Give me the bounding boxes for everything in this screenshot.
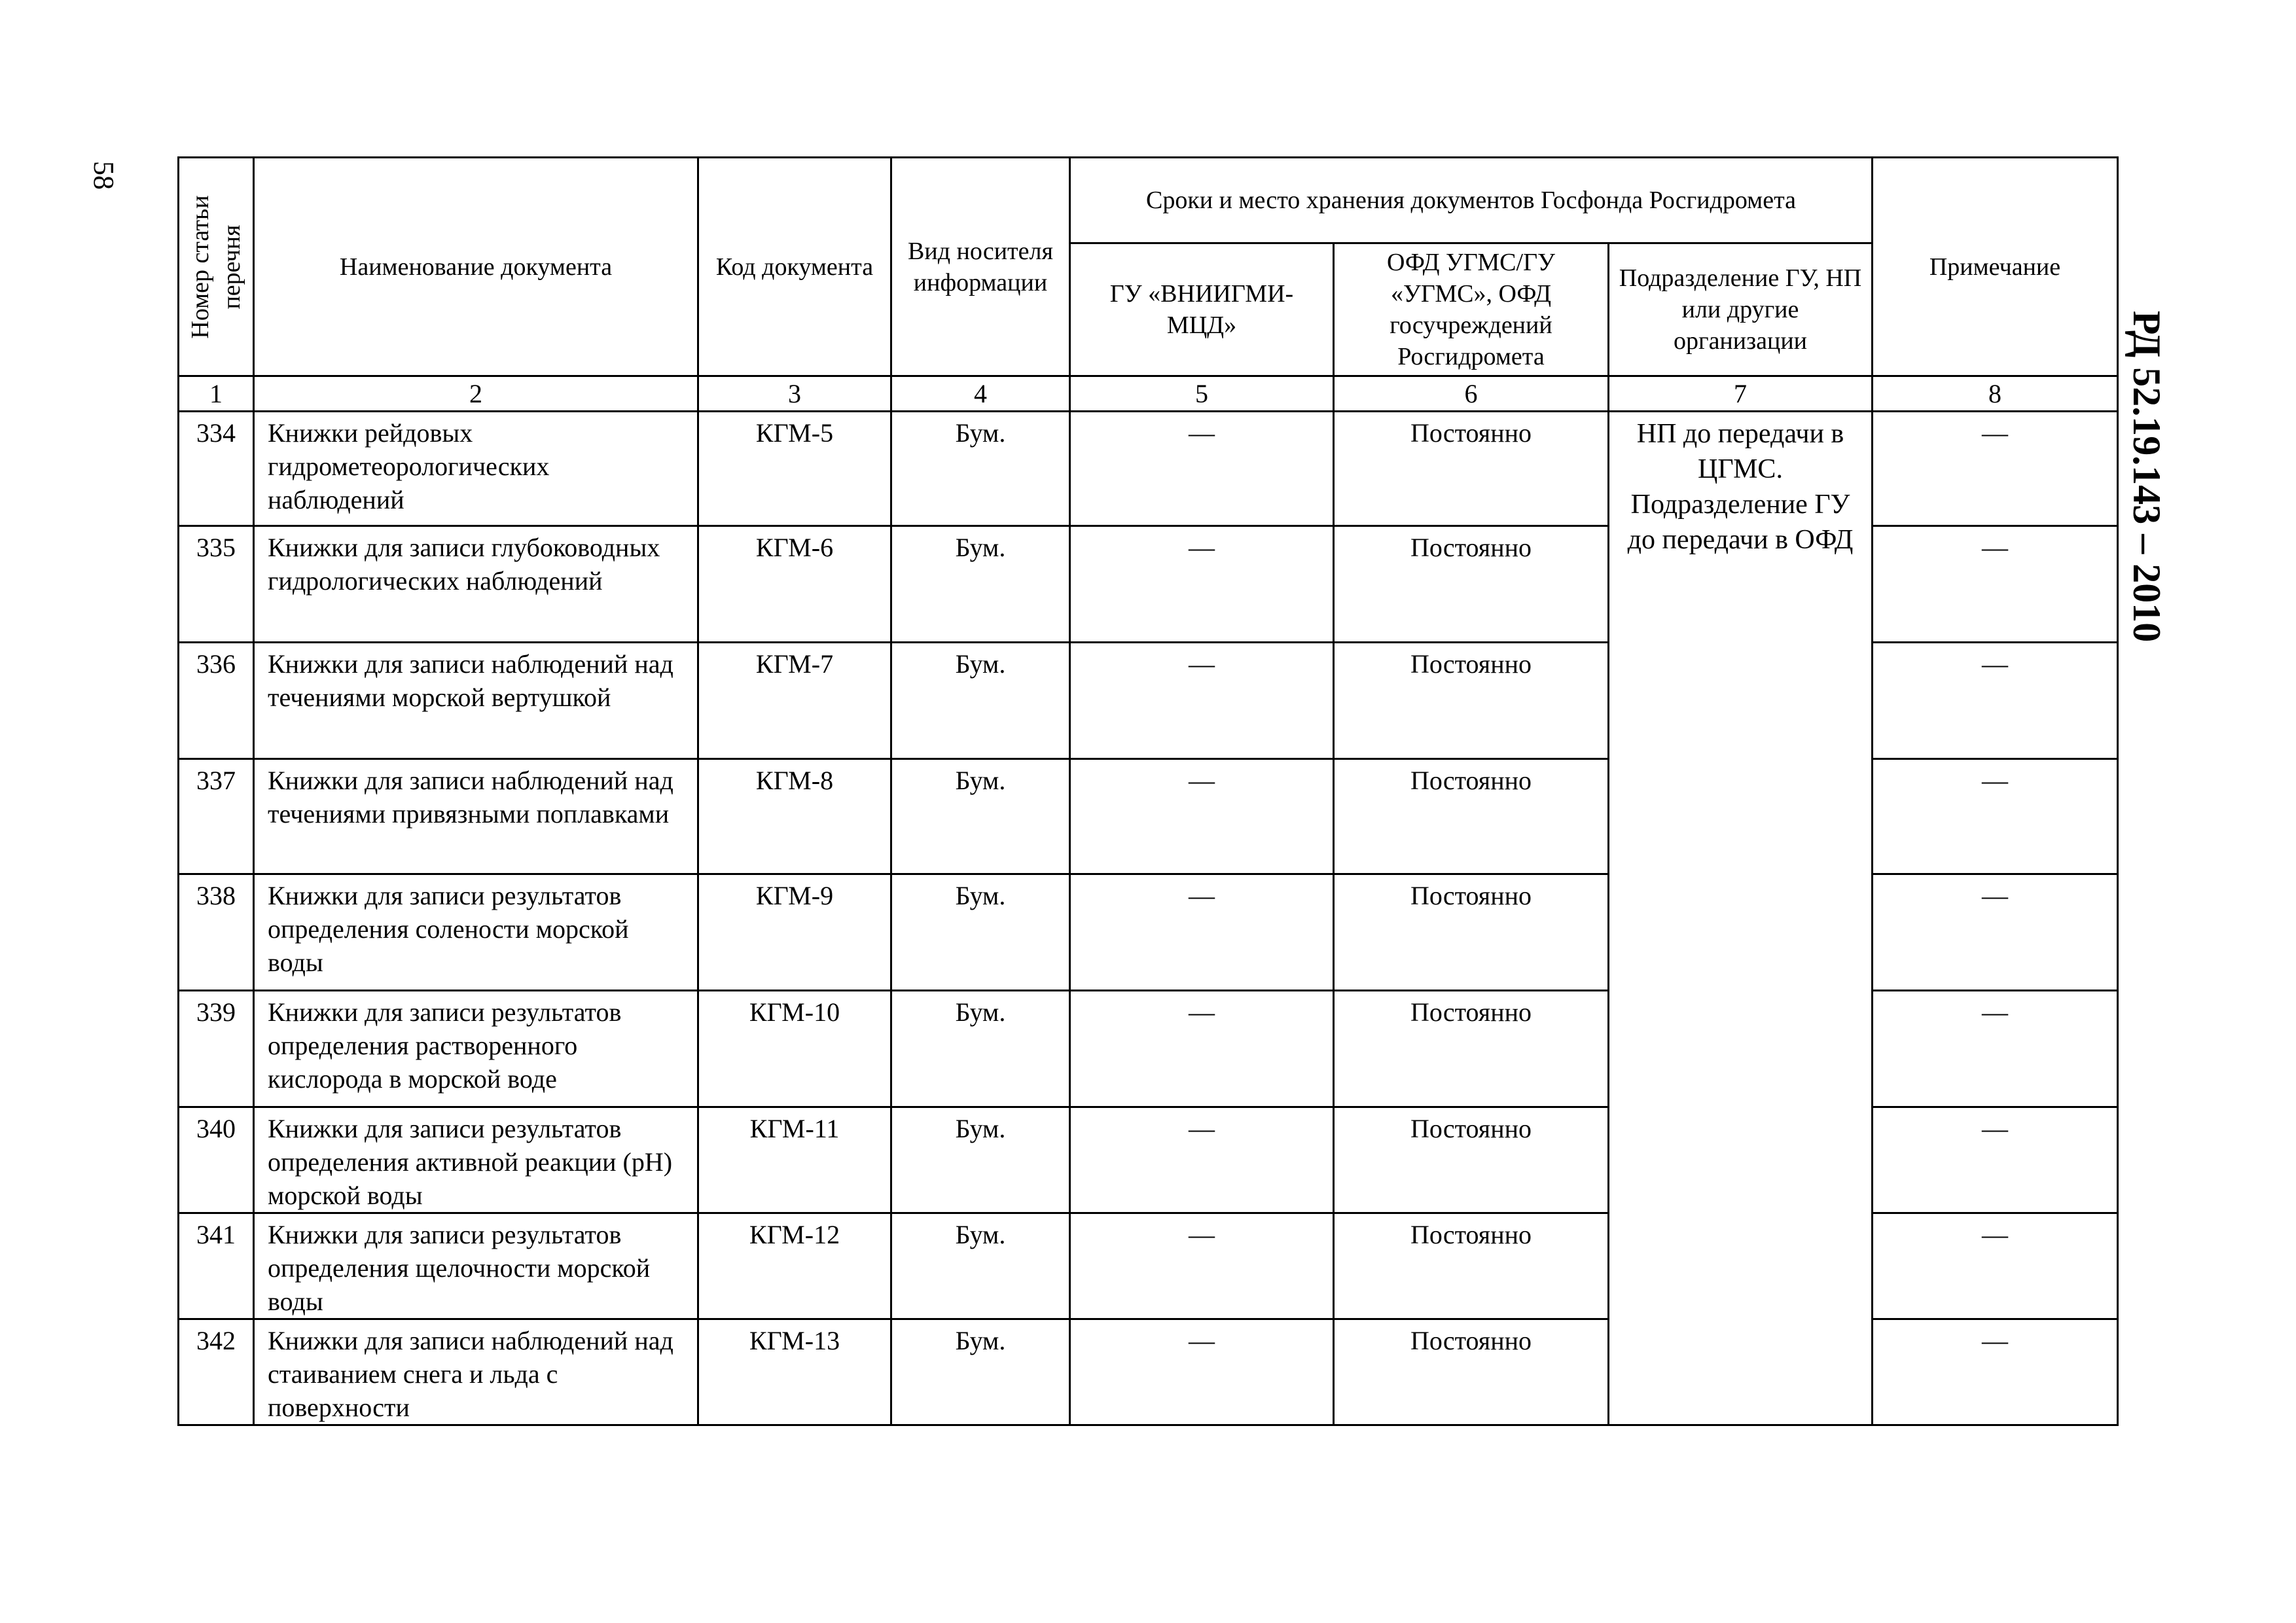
ofd-value: Постоянно xyxy=(1334,759,1609,874)
document-code: КГМ-11 xyxy=(698,1107,891,1213)
header-document-name: Наименование документа xyxy=(254,158,698,376)
document-code: КГМ-13 xyxy=(698,1319,891,1425)
column-number: 6 xyxy=(1334,376,1609,412)
header-ofd: ОФД УГМС/ГУ «УГМС», ОФД госучреждений Росгидромета xyxy=(1334,243,1609,376)
media-type: Бум. xyxy=(891,526,1070,643)
ofd-value: Постоянно xyxy=(1334,1213,1609,1319)
ofd-value: Постоянно xyxy=(1334,1107,1609,1213)
note-value: — xyxy=(1873,991,2118,1107)
header-media-type: Вид носителя информации xyxy=(891,158,1070,376)
document-name: Книжки для записи результатов определения растворенного кислорода в морской воде xyxy=(254,991,698,1107)
document-code: КГМ-12 xyxy=(698,1213,891,1319)
document-code: КГМ-5 xyxy=(698,412,891,526)
document-code: КГМ-8 xyxy=(698,759,891,874)
vniigmi-value: — xyxy=(1070,1213,1334,1319)
vniigmi-value: — xyxy=(1070,526,1334,643)
item-number: 337 xyxy=(179,759,254,874)
column-number: 1 xyxy=(179,376,254,412)
column-number: 2 xyxy=(254,376,698,412)
header-storage-group: Сроки и место хранения документов Госфонда Росгидромета xyxy=(1070,158,1873,243)
ofd-value: Постоянно xyxy=(1334,874,1609,991)
item-number: 339 xyxy=(179,991,254,1107)
document-code: КГМ-6 xyxy=(698,526,891,643)
vniigmi-value: — xyxy=(1070,412,1334,526)
item-number: 336 xyxy=(179,643,254,759)
header-vniigmi: ГУ «ВНИИГМИ-МЦД» xyxy=(1070,243,1334,376)
ofd-value: Постоянно xyxy=(1334,1319,1609,1425)
vniigmi-value: — xyxy=(1070,1107,1334,1213)
document-designation: РД 52.19.143 – 2010 xyxy=(2125,310,2168,643)
vniigmi-value: — xyxy=(1070,1319,1334,1425)
media-type: Бум. xyxy=(891,643,1070,759)
column-number: 4 xyxy=(891,376,1070,412)
item-number: 342 xyxy=(179,1319,254,1425)
document-name: Книжки рейдовых гидрометеорологических наблюдений xyxy=(254,412,698,526)
vniigmi-value: — xyxy=(1070,759,1334,874)
note-value: — xyxy=(1873,1213,2118,1319)
media-type: Бум. xyxy=(891,874,1070,991)
note-value: — xyxy=(1873,874,2118,991)
header-row xyxy=(179,158,2118,243)
header-item-number xyxy=(179,158,254,376)
column-number: 3 xyxy=(698,376,891,412)
item-number: 340 xyxy=(179,1107,254,1213)
note-value: — xyxy=(1873,1319,2118,1425)
media-type: Бум. xyxy=(891,1319,1070,1425)
records-table xyxy=(177,156,2119,1426)
document-name: Книжки для записи наблюдений над стаиванием снега и льда с поверхности xyxy=(254,1319,698,1425)
column-number: 5 xyxy=(1070,376,1334,412)
header-item-number-text: Номер статьи перечня xyxy=(187,194,245,339)
document-name: Книжки для записи результатов определения щелочности морской воды xyxy=(254,1213,698,1319)
document-name: Книжки для записи результатов определения солености морской воды xyxy=(254,874,698,991)
media-type: Бум. xyxy=(891,412,1070,526)
ofd-value: Постоянно xyxy=(1334,412,1609,526)
vniigmi-value: — xyxy=(1070,874,1334,991)
vniigmi-value: — xyxy=(1070,991,1334,1107)
header-document-code: Код документа xyxy=(698,158,891,376)
document-name: Книжки для записи наблюдений над течениями привязными поплавками xyxy=(254,759,698,874)
ofd-value: Постоянно xyxy=(1334,991,1609,1107)
note-value: — xyxy=(1873,643,2118,759)
header-note: Примечание xyxy=(1873,158,2118,376)
document-name: Книжки для записи глубоководных гидрологических наблюдений xyxy=(254,526,698,643)
ofd-value: Постоянно xyxy=(1334,643,1609,759)
note-value: — xyxy=(1873,412,2118,526)
subdivision-merged-cell: НП до передачи в ЦГМС. Подразделение ГУ до передачи в ОФД xyxy=(1609,412,1873,1425)
document-code: КГМ-10 xyxy=(698,991,891,1107)
media-type: Бум. xyxy=(891,1107,1070,1213)
column-number-row xyxy=(179,376,2118,412)
item-number: 335 xyxy=(179,526,254,643)
media-type: Бум. xyxy=(891,1213,1070,1319)
vniigmi-value: — xyxy=(1070,643,1334,759)
document-name: Книжки для записи результатов определения активной реакции (pH) морской воды xyxy=(254,1107,698,1213)
page-number: 58 xyxy=(88,161,120,190)
document-code: КГМ-7 xyxy=(698,643,891,759)
table-row xyxy=(179,412,2118,526)
media-type: Бум. xyxy=(891,991,1070,1107)
ofd-value: Постоянно xyxy=(1334,526,1609,643)
note-value: — xyxy=(1873,759,2118,874)
note-value: — xyxy=(1873,526,2118,643)
header-subdivision: Подразделение ГУ, НП или другие организации xyxy=(1609,243,1873,376)
item-number: 334 xyxy=(179,412,254,526)
document-code: КГМ-9 xyxy=(698,874,891,991)
note-value: — xyxy=(1873,1107,2118,1213)
document-name: Книжки для записи наблюдений над течениями морской вертушкой xyxy=(254,643,698,759)
item-number: 341 xyxy=(179,1213,254,1319)
column-number: 8 xyxy=(1873,376,2118,412)
media-type: Бум. xyxy=(891,759,1070,874)
column-number: 7 xyxy=(1609,376,1873,412)
item-number: 338 xyxy=(179,874,254,991)
records-table-body xyxy=(179,158,2118,1425)
